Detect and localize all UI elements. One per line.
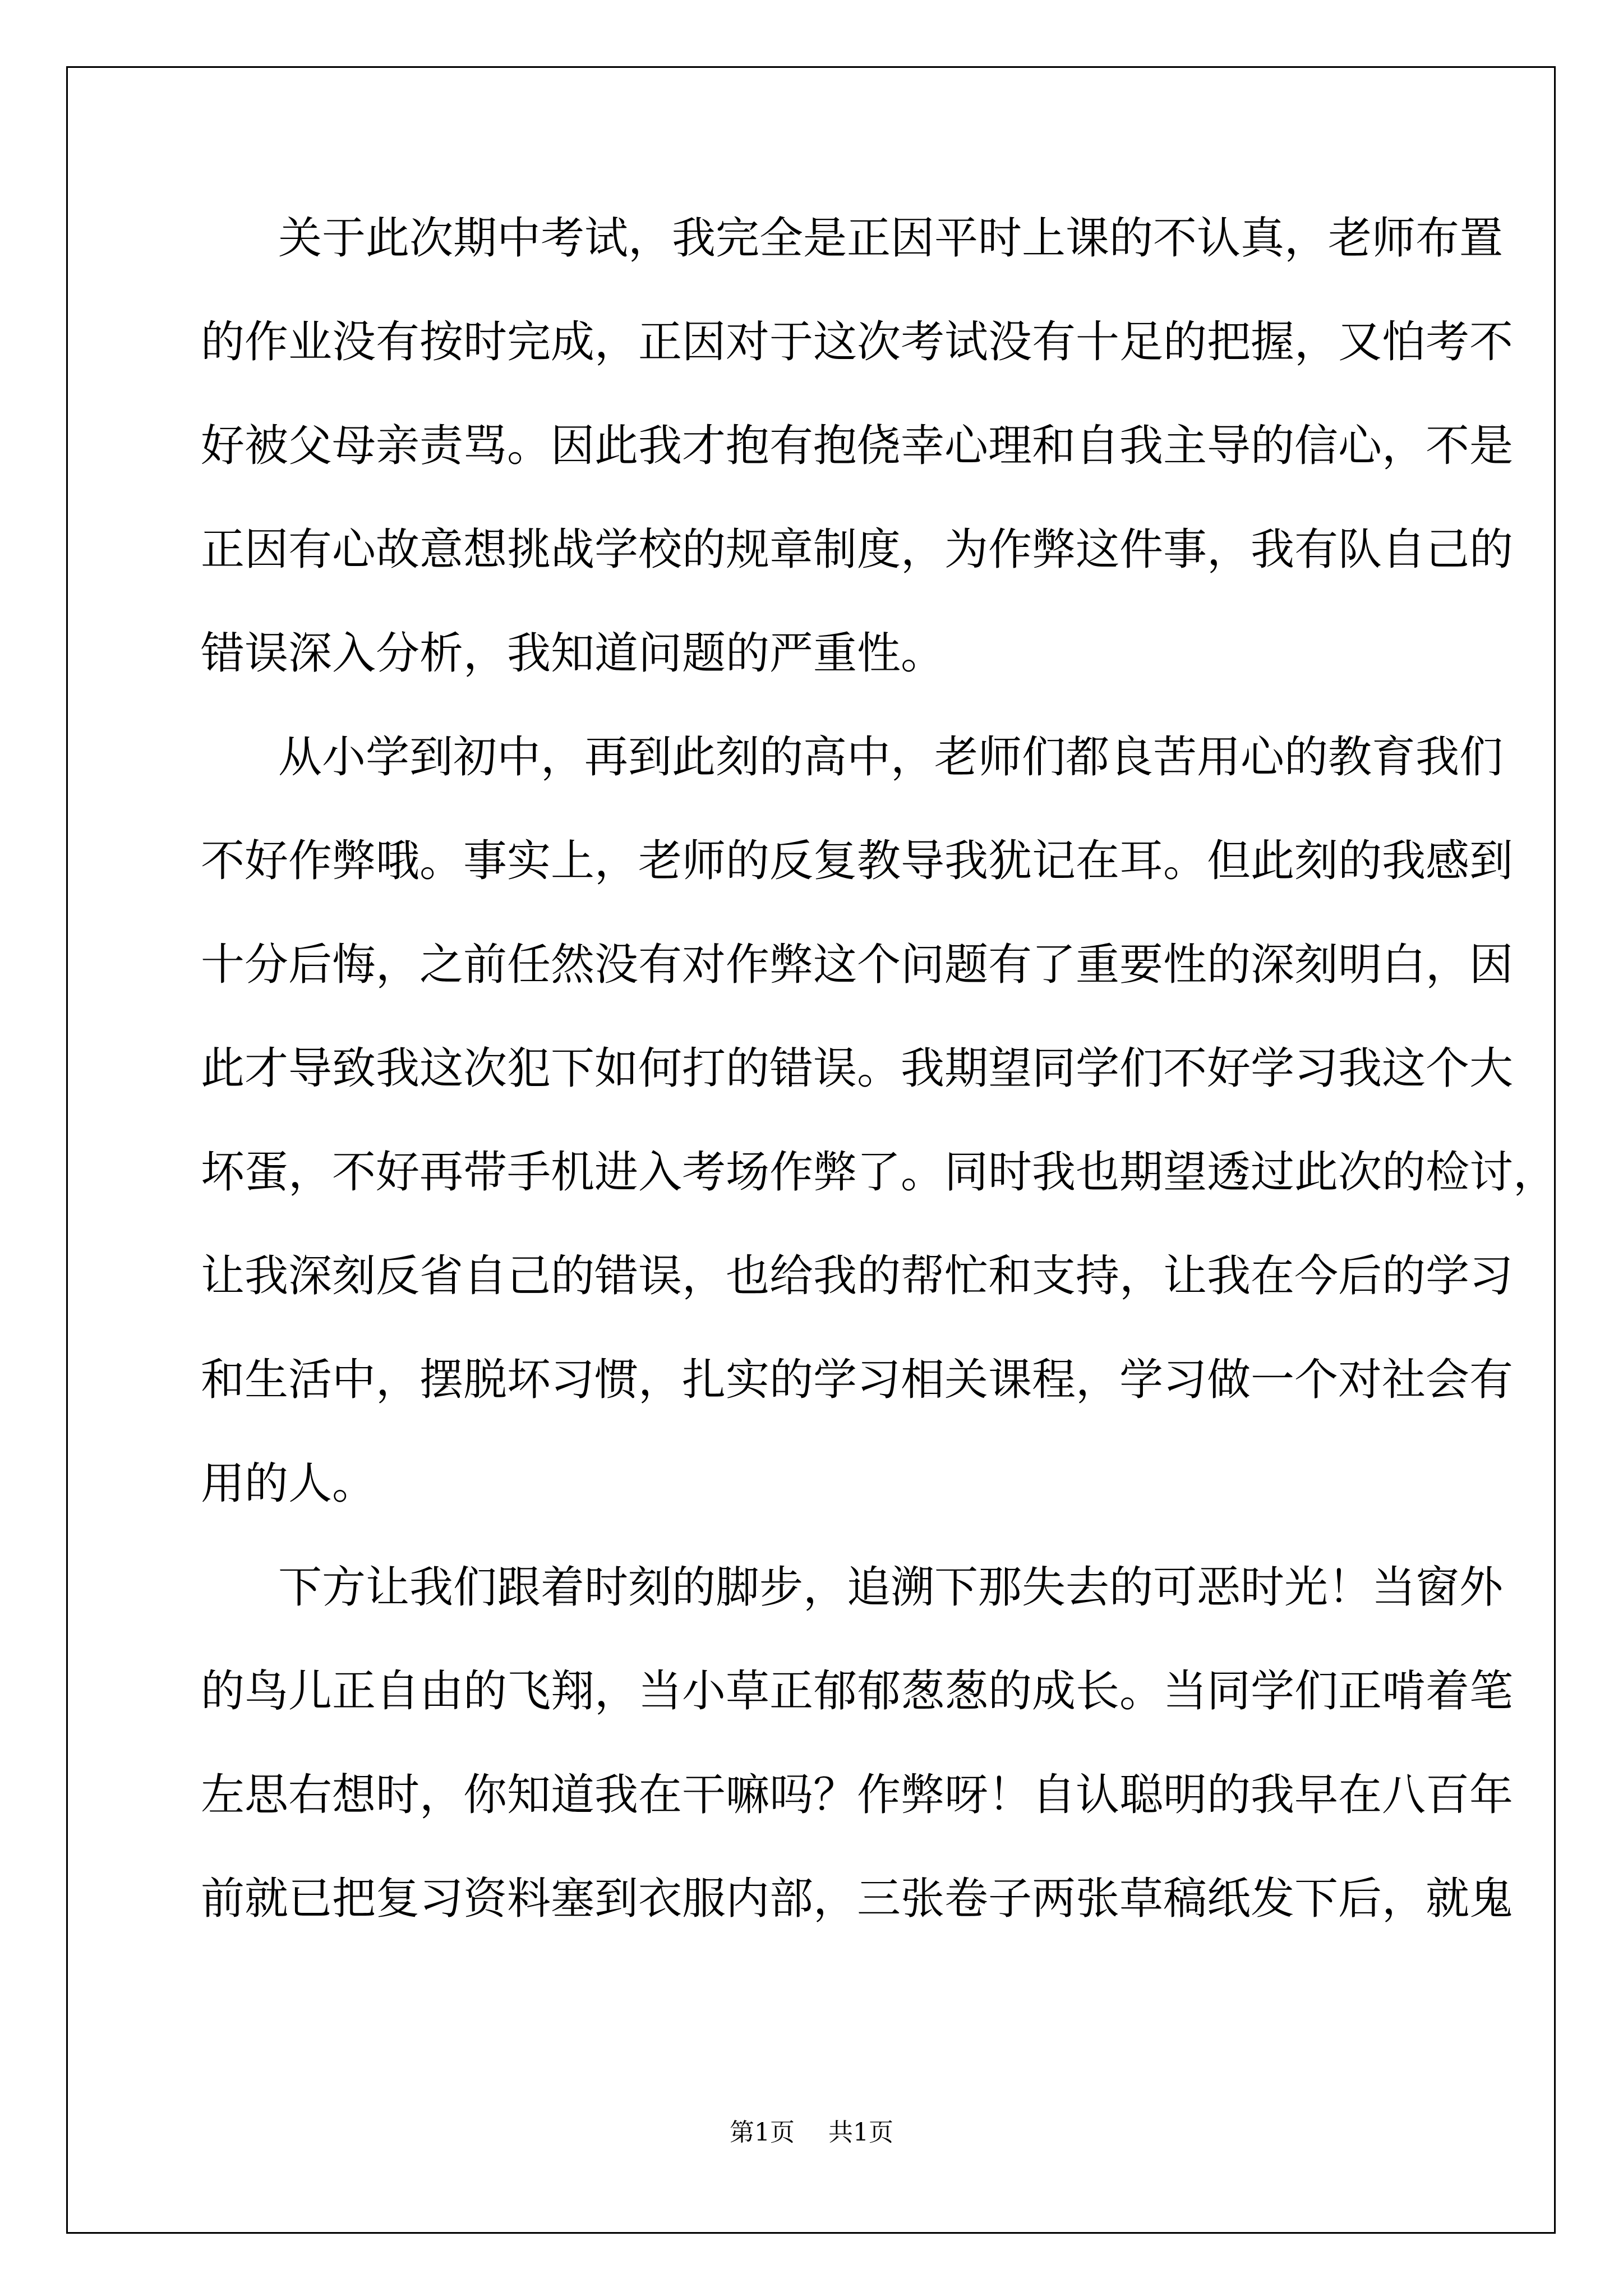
text-line: 前就已把复习资料塞到衣服内部，三张卷子两张草稿纸发下后，就鬼 [201,1874,1514,1924]
text-line: 从小学到初中，再到此刻的高中，老师们都良苦用心的教育我们 [278,732,1504,783]
text-line: 和生活中，摆脱坏习惯，扎实的学习相关课程，学习做一个对社会有 [201,1355,1514,1405]
text-line: 左思右想时，你知道我在干嘛吗？作弊呀！自认聪明的我早在八百年 [201,1770,1514,1820]
text-line: 关于此次期中考试，我完全是正因平时上课的不认真，老师布置 [278,213,1504,264]
text-line: 十分后悔，之前任然没有对作弊这个问题有了重要性的深刻明白，因 [201,940,1514,990]
text-line: 错误深入分析，我知道问题的严重性。 [201,628,945,679]
paragraph-1 [201,208,1514,726]
paragraph-3 [201,1557,1514,1972]
text-line: 用的人。 [201,1458,376,1509]
paragraph-2 [201,726,1557,1557]
text-line: 的鸟儿正自由的飞翔，当小草正郁郁葱葱的成长。当同学们正啃着笔 [201,1666,1514,1717]
text-line: 好被父母亲责骂。因此我才抱有抱侥幸心理和自我主导的信心，不是 [201,421,1514,471]
text-line: 坏蛋，不好再带手机进入考场作弊了。同时我也期望透过此次的检讨， [201,1147,1557,1198]
text-line: 不好作弊哦。事实上，老师的反复教导我犹记在耳。但此刻的我感到 [201,836,1514,886]
text-line: 下方让我们跟着时刻的脚步，追溯下那失去的可恶时光！当窗外 [278,1562,1504,1613]
text-line: 让我深刻反省自己的错误，也给我的帮忙和支持，让我在今后的学习 [201,1251,1514,1301]
text-line: 的作业没有按时完成，正因对于这次考试没有十足的把握，又怕考不 [201,317,1514,367]
document-body [201,208,1557,1972]
text-line: 正因有心故意想挑战学校的规章制度，为作弊这件事，我有队自己的 [201,524,1514,575]
text-line: 此才导致我这次犯下如何打的错误。我期望同学们不好学习我这个大 [201,1043,1514,1094]
page-total: 共1页 [828,2118,893,2147]
page-footer [0,2112,1623,2148]
page-number: 第1页 [730,2118,795,2147]
